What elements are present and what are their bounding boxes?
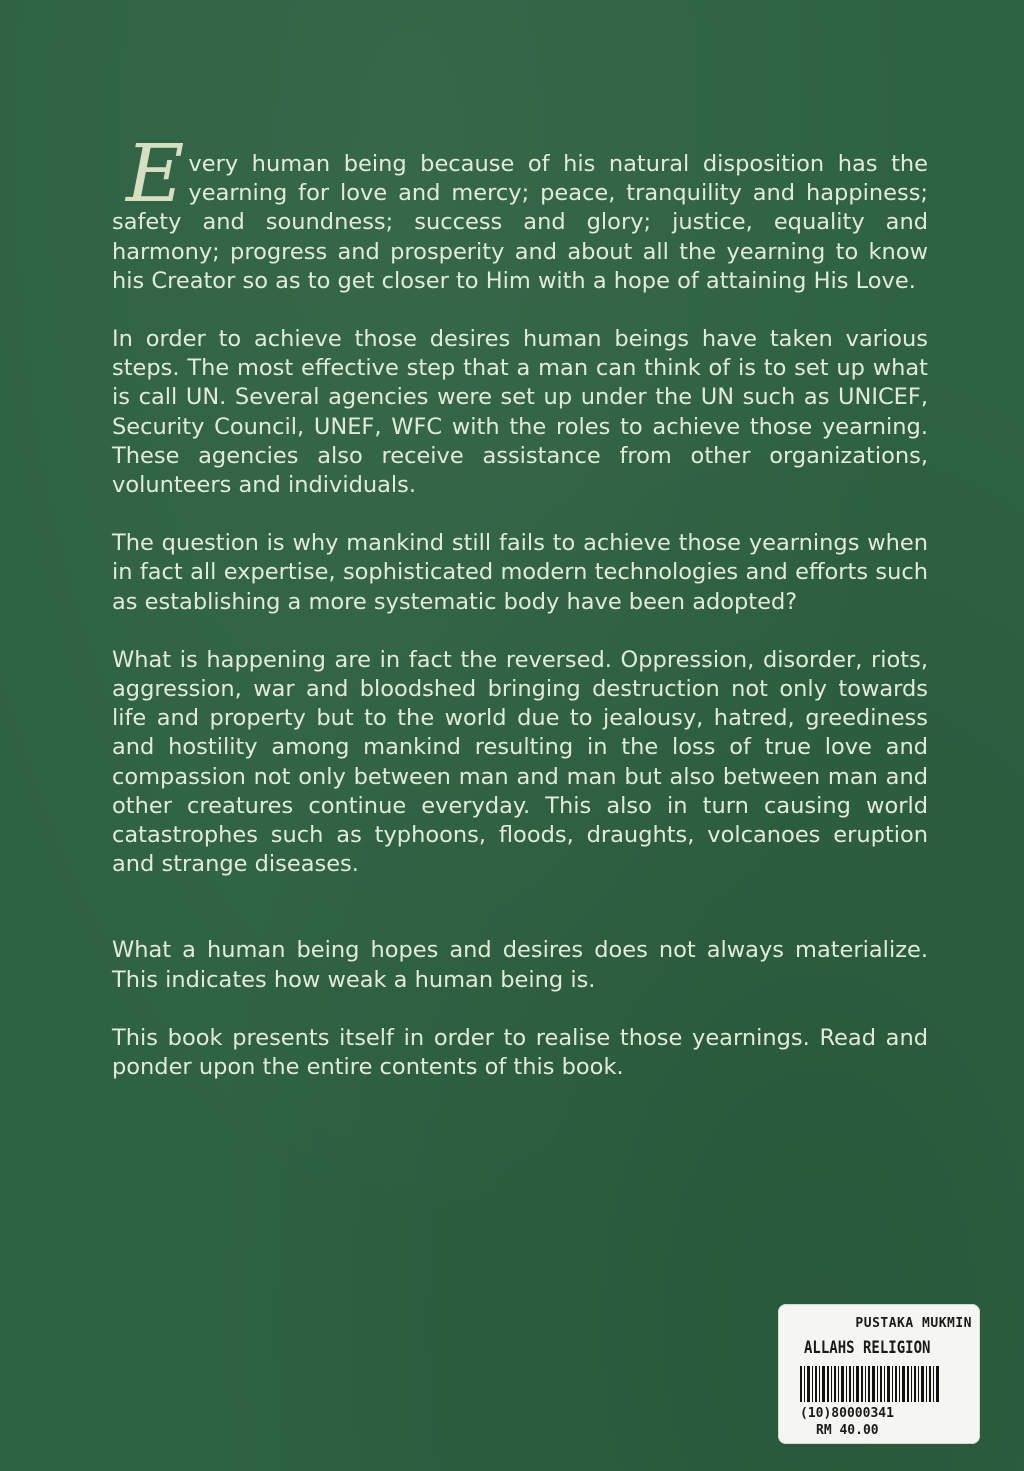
blurb-paragraph-1-text: very human being because of his natural disposition has the yearning for love and mercy; peace, tranquility and happiness; safety and soundness; success and glory; justice, equality and harmony; progress and prosperity and about all the yearning to know his Creator so as to get closer to Him with a hope of attaining His Love. <box>112 151 928 294</box>
blurb-paragraph-5: What a human being hopes and desires does not always materialize. This indicates how weak a human being is. <box>112 937 928 993</box>
blurb-paragraph-4: What is happening are in fact the reversed. Oppression, disorder, riots, aggression, war and bloodshed bringing destruction not only towards life and property but to the world due to jealousy, hatred, greediness and hostility among mankind resulting in the loss of true love and compassion not only between man and man but also between man and other creatures continue everyday. This also in turn causing world catastrophes such as typhoons, floods, draughts, volcanoes eruption and strange diseases. <box>112 646 928 878</box>
blurb-paragraph-1 <box>112 127 928 296</box>
blurb-paragraph-3: The question is why mankind still fails to achieve those yearnings when in fact all expertise, sophisticated modern technologies and efforts such as establishing a more systematic body have been adopted? <box>112 530 928 615</box>
dropcap-letter: E <box>126 127 185 220</box>
sticker-price: RM 40.00 <box>816 1423 879 1438</box>
sticker-code: (10)80000341 <box>800 1406 894 1421</box>
sticker-title: ALLAHS RELIGION <box>804 1338 931 1358</box>
blurb-text <box>112 127 928 1111</box>
barcode-icon <box>800 1366 940 1402</box>
blurb-paragraph-2: In order to achieve those desires human beings have taken various steps. The most effective step that a man can think of is to set up what is call UN. Several agencies were set up under the UN such as UNICEF, Security Council, UNEF, WFC with the roles to achieve those yearning. These agencies also receive assistance from other organizations, volunteers and individuals. <box>112 326 928 499</box>
sticker-publisher: PUSTAKA MUKMIN <box>855 1316 972 1331</box>
blurb-paragraph-6: This book presents itself in order to realise those yearnings. Read and ponder upon the entire contents of this book. <box>112 1024 928 1081</box>
price-sticker <box>778 1304 980 1444</box>
